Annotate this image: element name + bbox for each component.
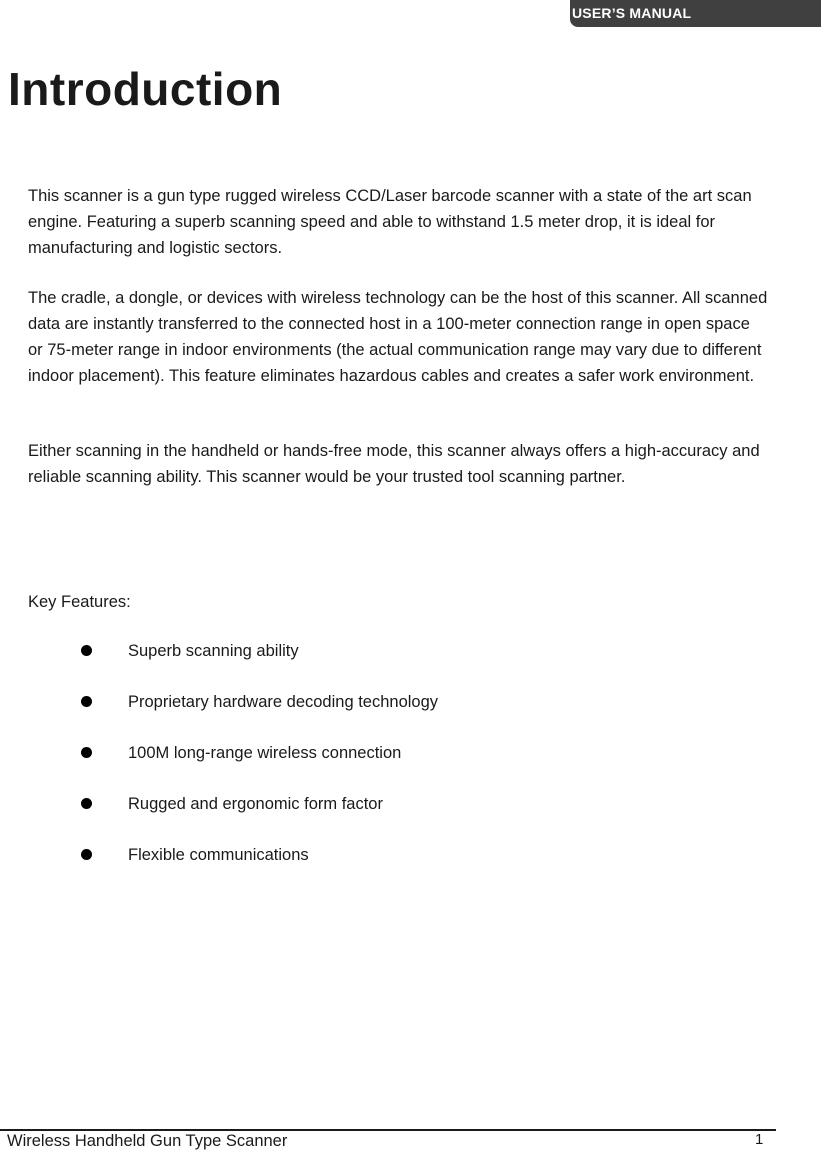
bullet-icon: [81, 798, 92, 809]
bullet-icon: [81, 645, 92, 656]
intro-paragraph-3: Either scanning in the handheld or hands-free mode, this scanner always offers a high-accuracy and reliable scanning ability. This scanner would be your trusted tool scanning partner.: [28, 442, 760, 486]
feature-text: 100M long-range wireless connection: [128, 744, 402, 762]
bullet-icon: [81, 849, 92, 860]
intro-paragraph-2: The cradle, a dongle, or devices with wireless technology can be the host of this scanner. All scanned data are instantly transferred to the connected host in a 100-meter connection range in open space or 75-meter range in indoor environments (the actual communication range may vary due to different indoor placement). This feature eliminates hazardous cables and creates a safer work environment.: [28, 289, 768, 385]
feature-text: Superb scanning ability: [128, 642, 299, 660]
header-label: USER’S MANUAL: [572, 5, 692, 21]
bullet-icon: [81, 696, 92, 707]
intro-paragraph-1: This scanner is a gun type rugged wireless CCD/Laser barcode scanner with a state of the art scan engine. Featuring a superb scanning speed and able to withstand 1.5 meter drop, it is ideal for manufacturing and logistic sectors.: [28, 187, 752, 257]
feature-text: Rugged and ergonomic form factor: [128, 795, 383, 813]
page-title: Introduction: [8, 63, 283, 115]
bullet-icon: [81, 747, 92, 758]
footer-title: Wireless Handheld Gun Type Scanner: [7, 1132, 288, 1150]
feature-text: Proprietary hardware decoding technology: [128, 693, 439, 711]
header-tab: [570, 0, 821, 27]
footer-divider: [0, 1129, 776, 1131]
key-features-heading: Key Features:: [28, 593, 131, 611]
feature-text: Flexible communications: [128, 846, 309, 864]
page-number: 1: [755, 1131, 764, 1148]
